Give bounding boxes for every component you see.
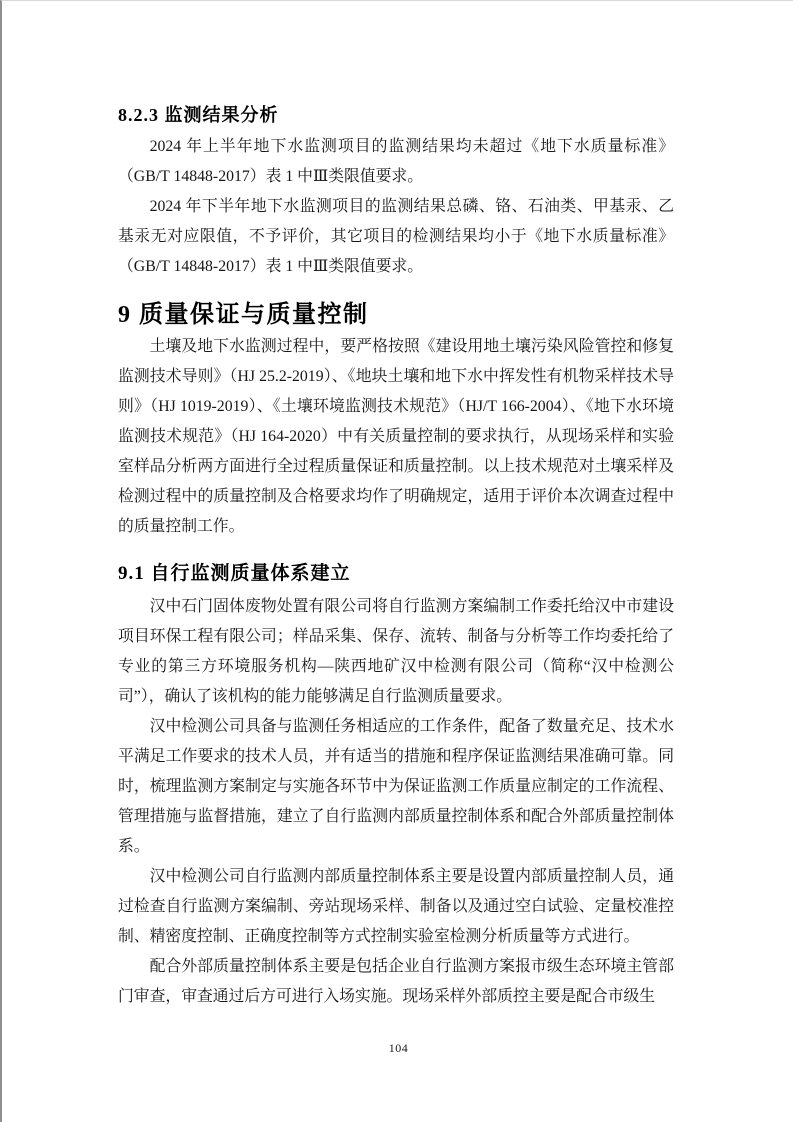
paragraph-monitoring-results-second-half: 2024 年下半年地下水监测项目的监测结果总磷、铬、石油类、甲基汞、乙基汞无对应限值，不予评价，其它项目的检测结果均小于《地下水质量标准》（GB/T 14848-2017）表 1 中Ⅲ类限值要求。 (118, 198, 674, 275)
section-heading-8-2-3: 8.2.3 监测结果分析 (118, 105, 279, 125)
page-number: 104 (388, 1041, 409, 1055)
paragraph-internal-qc-system: 汉中检测公司自行监测内部质量控制体系主要是设置内部质量控制人员，通过检查自行监测方案编制、旁站现场采样、制备以及通过空白试验、定量校准控制、精密度控制、正确度控制等方式控制实验室检测分析质量等方式进行。 (118, 868, 674, 945)
paragraph-qa-qc-intro: 土壤及地下水监测过程中，要严格按照《建设用地土壤污染风险管控和修复监测技术导则》（HJ 25.2-2019）、《地块土壤和地下水中挥发性有机物采样技术导则》（HJ 1019-2019）、《土壤环境监测技术规范》（HJ/T 166-2004）、《地下水环境监测技术规范》（HJ 164-2020）中有关质量控制的要求执行，从现场采样和实验室样品分析两方面进行全过程质量保证和质量控制。以上技术规范对土壤采样及检测过程中的质量控制及合格要求均作了明确规定，适用于评价本次调查过程中的质量控制工作。 (118, 338, 674, 535)
paragraph-self-monitoring-commission: 汉中石门固体废物处置有限公司将自行监测方案编制工作委托给汉中市建设项目环保工程有限公司；样品采集、保存、流转、制备与分析等工作均委托给了专业的第三方环境服务机构—陕西地矿汉中检测有限公司（简称“汉中检测公司”），确认了该机构的能力能够满足自行监测质量要求。 (118, 598, 674, 705)
chapter-heading-9: 9 质量保证与质量控制 (118, 302, 369, 328)
paragraph-external-qc-system: 配合外部质量控制体系主要是包括企业自行监测方案报市级生态环境主管部门审查，审查通过后方可进行入场实施。现场采样外部质控主要是配合市级生 (118, 958, 674, 1005)
section-heading-9-1: 9.1 自行监测质量体系建立 (118, 563, 351, 584)
paragraph-monitoring-results-first-half: 2024 年上半年地下水监测项目的监测结果均未超过《地下水质量标准》（GB/T 14848-2017）表 1 中Ⅲ类限值要求。 (118, 138, 674, 185)
paragraph-company-capability: 汉中检测公司具备与监测任务相适应的工作条件，配备了数量充足、技术水平满足工作要求的技术人员，并有适当的措施和程序保证监测结果准确可靠。同时，梳理监测方案制定与实施各环节中为保证监测工作质量应制定的工作流程、管理措施与监督措施，建立了自行监测内部质量控制体系和配合外部质量控制体系。 (118, 718, 674, 855)
